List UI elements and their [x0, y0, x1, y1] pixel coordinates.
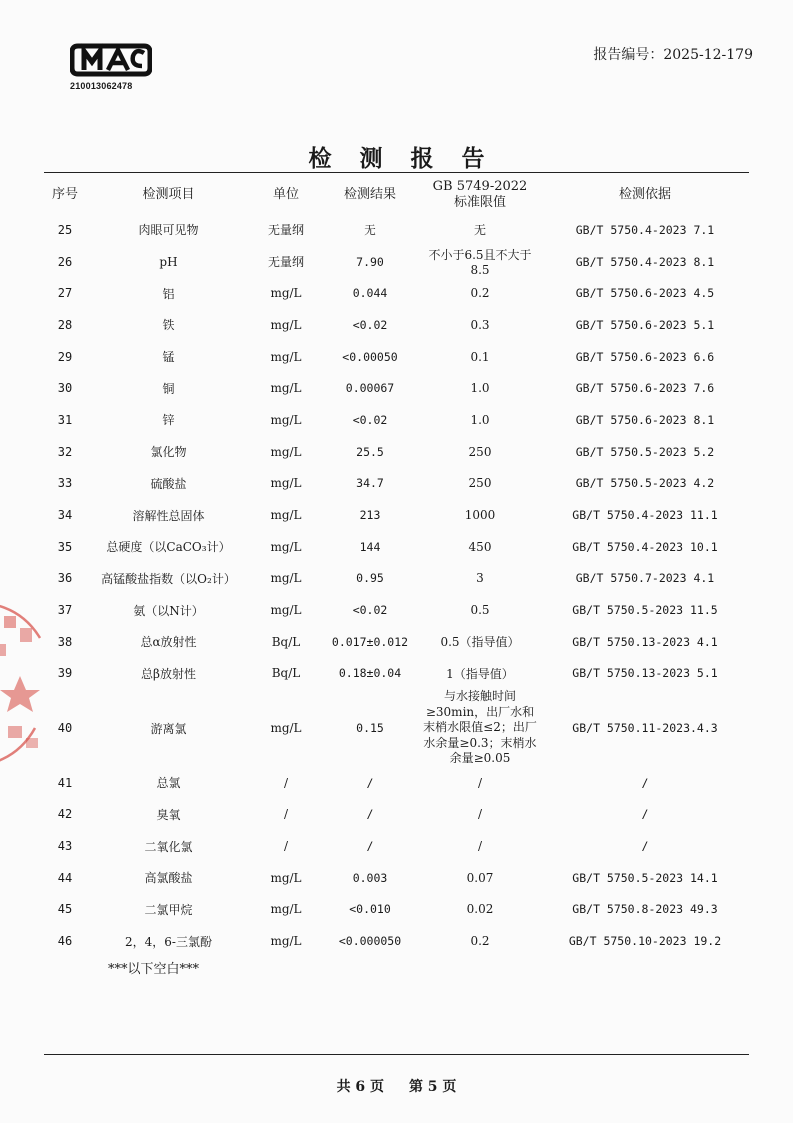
cell-unit: mg/L	[270, 508, 302, 523]
cell-seq: 38	[57, 634, 73, 649]
cell-limit: 0.02	[466, 902, 494, 917]
cell-limit: 1（指导值）	[446, 666, 514, 681]
cell-basis: GB/T 5750.4-2023 7.1	[575, 222, 715, 237]
cell-seq: 41	[57, 775, 73, 790]
header-seq: 序号	[51, 187, 78, 202]
blank-note: ***以下空白***	[108, 962, 200, 977]
report-number-value: 2025-12-179	[663, 47, 753, 63]
cell-item: 总硬度（以CaCO₃计）	[106, 540, 231, 555]
cell-unit: mg/L	[270, 870, 302, 885]
cell-limit: 不小于6.5且不大于8.5	[428, 248, 532, 278]
cell-item: 铝	[162, 286, 175, 301]
cell-limit: 1000	[464, 508, 496, 523]
cell-seq: 42	[57, 807, 73, 822]
table-header-row	[44, 176, 749, 214]
cell-result: 无	[364, 222, 376, 237]
header-unit: 单位	[272, 187, 299, 202]
cell-seq: 46	[57, 934, 73, 949]
cell-item: 二氧化氯	[144, 839, 193, 854]
cell-limit: 0.5	[470, 603, 490, 618]
header-item: 检测项目	[142, 187, 195, 202]
table-row	[44, 594, 749, 626]
table-row	[44, 799, 749, 831]
table-row	[44, 626, 749, 658]
cell-item: 二氯甲烷	[144, 902, 193, 917]
cell-limit: 0.07	[466, 870, 494, 885]
cell-basis: GB/T 5750.13-2023 4.1	[572, 634, 718, 649]
cell-result: 25.5	[356, 444, 384, 459]
cell-basis: GB/T 5750.6-2023 7.6	[575, 381, 715, 396]
cell-seq: 30	[57, 381, 73, 396]
cell-basis: GB/T 5750.6-2023 4.5	[575, 286, 715, 301]
cell-result: 7.90	[356, 254, 384, 269]
cell-basis: GB/T 5750.5-2023 14.1	[572, 870, 718, 885]
cell-result: 34.7	[356, 476, 384, 491]
cell-result: 0.044	[352, 286, 388, 301]
cell-limit: 1.0	[470, 412, 490, 427]
cell-seq: 27	[57, 286, 73, 301]
cell-unit: mg/L	[270, 381, 302, 396]
cell-seq: 43	[57, 839, 73, 854]
cell-unit: mg/L	[270, 349, 302, 364]
table-row	[44, 563, 749, 595]
cell-seq: 33	[57, 476, 73, 491]
cell-item: 臭氧	[156, 807, 181, 822]
cell-limit: 0.2	[470, 934, 490, 949]
cma-certificate-code: 210013062478	[70, 81, 133, 91]
table-row	[44, 531, 749, 563]
cell-unit: Bq/L	[271, 666, 301, 681]
cell-result: <0.010	[349, 902, 391, 917]
cell-item: 高锰酸盐指数（以O₂计）	[101, 571, 236, 586]
cell-result: 0.95	[356, 571, 384, 586]
cell-limit: 250	[468, 476, 492, 491]
cell-result: 0.003	[352, 870, 388, 885]
cell-unit: mg/L	[270, 721, 302, 736]
header-basis: 检测依据	[618, 187, 671, 202]
cell-limit-text: 与水接触时间≥30min，出厂水和末梢水限值≤2；出厂水余量≥0.3；末梢水余量≥0.05	[423, 689, 537, 766]
cell-limit: 0.5（指导值）	[440, 635, 520, 650]
table-row	[44, 499, 749, 531]
bottom-divider	[44, 1054, 749, 1055]
cell-basis: GB/T 5750.6-2023 6.6	[575, 349, 715, 364]
cell-unit: 无量纲	[267, 223, 304, 238]
cell-item: 铜	[162, 381, 175, 396]
cell-seq: 25	[57, 222, 73, 237]
results-table	[44, 176, 749, 957]
top-divider	[44, 172, 749, 173]
cell-item: 硫酸盐	[150, 476, 187, 491]
cell-item: 总氯	[156, 776, 181, 791]
table-row	[44, 767, 749, 799]
report-number	[593, 44, 753, 64]
cell-unit: mg/L	[270, 902, 302, 917]
cell-item: 总β放射性	[141, 666, 196, 681]
cell-item: 2，4，6-三氯酚	[125, 934, 212, 949]
current-page: 第 5 页	[408, 1079, 457, 1095]
cell-result: <0.02	[352, 603, 388, 618]
cell-unit: /	[283, 839, 289, 854]
cell-result: 144	[359, 539, 381, 554]
cell-item: pH	[159, 254, 178, 269]
header-result: 检测结果	[343, 187, 396, 202]
cell-result: 0.15	[356, 721, 384, 736]
cell-basis: GB/T 5750.10-2023 19.2	[568, 934, 722, 949]
cell-result: 213	[359, 508, 381, 523]
cell-item: 高氯酸盐	[144, 871, 193, 886]
cell-seq: 26	[57, 254, 73, 269]
red-seal-stamp	[0, 598, 50, 768]
cell-basis: /	[641, 807, 649, 822]
cell-basis: GB/T 5750.7-2023 4.1	[575, 571, 715, 586]
cell-unit: mg/L	[270, 317, 302, 332]
table-row	[44, 830, 749, 862]
cell-basis: /	[641, 775, 649, 790]
table-row	[44, 925, 749, 957]
cell-unit: mg/L	[270, 476, 302, 491]
cell-basis: GB/T 5750.8-2023 49.3	[572, 902, 718, 917]
cma-logo	[70, 40, 152, 91]
cell-limit	[419, 689, 541, 767]
cell-limit: 450	[468, 539, 492, 554]
cell-unit: mg/L	[270, 571, 302, 586]
cell-item: 溶解性总固体	[132, 508, 205, 523]
cell-unit: mg/L	[270, 934, 302, 949]
cell-limit: 0.1	[470, 349, 490, 364]
cell-unit: 无量纲	[267, 255, 304, 270]
cell-item: 锌	[162, 413, 175, 428]
cell-limit: /	[477, 775, 483, 790]
cell-item: 锰	[162, 350, 175, 365]
cell-result: /	[366, 807, 374, 822]
table-row	[44, 436, 749, 468]
cell-seq: 34	[57, 508, 73, 523]
table-row	[44, 277, 749, 309]
cell-seq: 29	[57, 349, 73, 364]
cell-limit: 1.0	[470, 381, 490, 396]
cell-seq: 39	[57, 666, 73, 681]
report-number-label: 报告编号：	[593, 47, 664, 63]
total-pages: 共 6 页	[336, 1079, 385, 1095]
table-row	[44, 658, 749, 690]
cell-result: <0.00050	[342, 349, 398, 364]
cell-unit: mg/L	[270, 412, 302, 427]
table-row	[44, 214, 749, 246]
cell-basis: GB/T 5750.6-2023 8.1	[575, 412, 715, 427]
cell-result: <0.02	[352, 317, 388, 332]
cell-item: 肉眼可见物	[138, 223, 199, 238]
cell-result: 0.18±0.04	[338, 666, 402, 681]
table-row	[44, 341, 749, 373]
cell-basis: GB/T 5750.4-2023 11.1	[572, 508, 718, 523]
cell-unit: mg/L	[270, 539, 302, 554]
table-row	[44, 404, 749, 436]
cell-result: <0.02	[352, 412, 388, 427]
cell-basis: GB/T 5750.5-2023 4.2	[575, 476, 715, 491]
cell-result: <0.000050	[338, 934, 402, 949]
cell-basis: GB/T 5750.11-2023.4.3	[572, 721, 718, 736]
cell-unit: /	[283, 775, 289, 790]
cell-limit: 0.3	[470, 317, 490, 332]
cell-limit: /	[477, 839, 483, 854]
cell-basis: GB/T 5750.6-2023 5.1	[575, 317, 715, 332]
cell-seq: 35	[57, 539, 73, 554]
table-row	[44, 689, 749, 767]
cell-seq: 44	[57, 870, 73, 885]
table-row	[44, 309, 749, 341]
cell-result: 0.017±0.012	[331, 634, 409, 649]
cell-unit: mg/L	[270, 286, 302, 301]
cell-basis: GB/T 5750.4-2023 8.1	[575, 254, 715, 269]
page-footer	[0, 1076, 793, 1096]
cell-item: 氨（以N计）	[133, 603, 204, 618]
table-row	[44, 246, 749, 278]
cell-basis: GB/T 5750.5-2023 5.2	[575, 444, 715, 459]
cell-item: 总α放射性	[140, 635, 197, 650]
cell-basis: /	[641, 839, 649, 854]
table-row	[44, 372, 749, 404]
cell-limit: 3	[476, 571, 484, 586]
cell-basis: GB/T 5750.13-2023 5.1	[572, 666, 718, 681]
table-row	[44, 894, 749, 926]
table-row	[44, 468, 749, 500]
cell-limit: 250	[468, 444, 492, 459]
cell-unit: /	[283, 807, 289, 822]
cell-limit: 无	[473, 223, 486, 238]
cell-result: /	[366, 775, 374, 790]
cma-mark-icon	[70, 40, 152, 80]
cell-seq: 36	[57, 571, 73, 586]
cell-seq: 37	[57, 603, 73, 618]
cell-seq: 32	[57, 444, 73, 459]
cell-seq: 28	[57, 317, 73, 332]
cell-item: 游离氯	[150, 721, 187, 736]
cell-seq: 40	[57, 721, 73, 736]
cell-item: 氯化物	[150, 445, 187, 460]
cell-limit: 0.2	[470, 286, 490, 301]
cell-unit: mg/L	[270, 603, 302, 618]
cell-unit: mg/L	[270, 444, 302, 459]
cell-limit: /	[477, 807, 483, 822]
cell-unit: Bq/L	[271, 634, 301, 649]
cell-result: 0.00067	[345, 381, 395, 396]
cell-basis: GB/T 5750.5-2023 11.5	[572, 603, 718, 618]
header-limit: GB 5749-2022 标准限值	[432, 179, 528, 210]
cell-result: /	[366, 839, 374, 854]
cell-basis: GB/T 5750.4-2023 10.1	[572, 539, 718, 554]
table-row	[44, 862, 749, 894]
cell-seq: 45	[57, 902, 73, 917]
page-title: 检测报告	[308, 145, 513, 172]
cell-seq: 31	[57, 412, 73, 427]
cell-item: 铁	[162, 318, 175, 333]
